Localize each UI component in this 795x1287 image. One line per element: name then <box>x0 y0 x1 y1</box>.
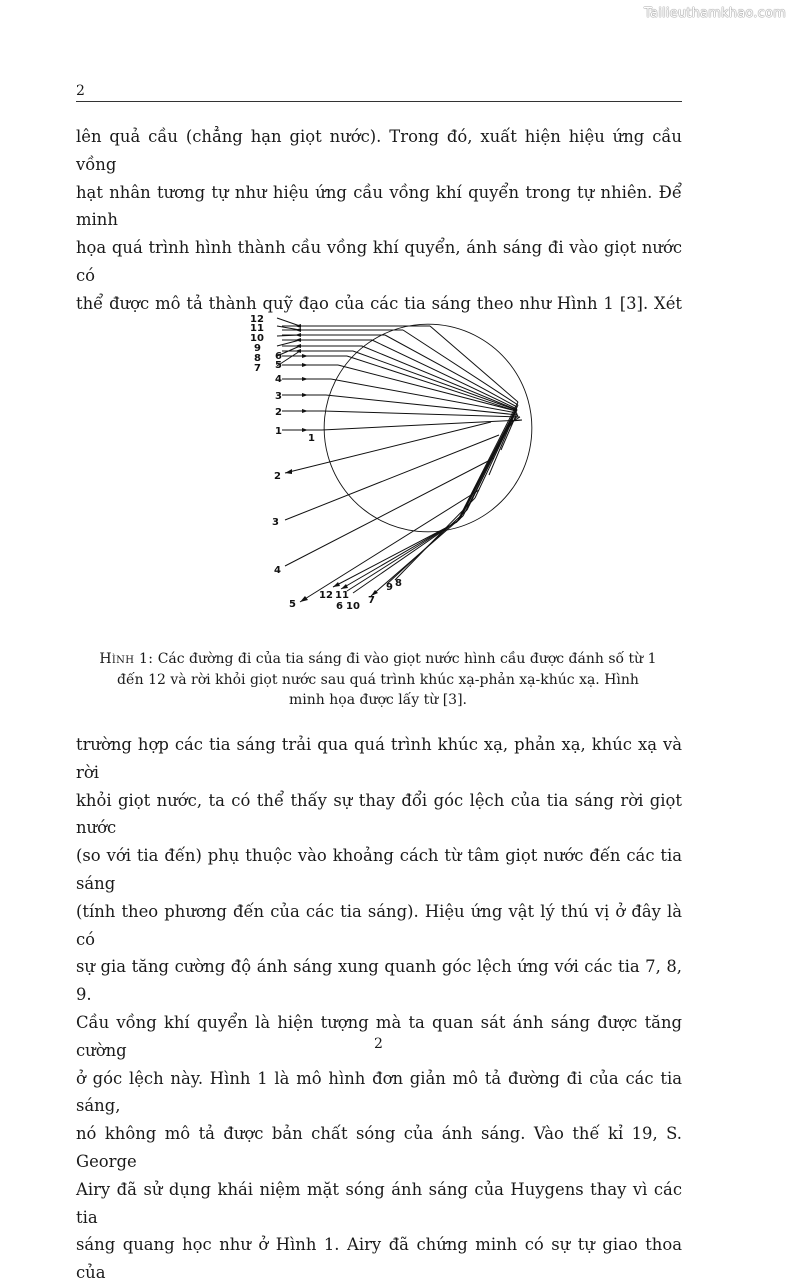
label-out-4: 4 <box>274 565 281 576</box>
paragraph-line: họa quá trình hình thành cầu vồng khí quyển, ánh sáng đi vào giọt nước có <box>76 238 682 285</box>
label-in-12: 12 <box>250 314 264 325</box>
figure-caption <box>98 649 658 711</box>
label-in-6: 6 <box>275 351 282 362</box>
paragraph-line: (tính theo phương đến của các tia sáng). Hiệu ứng vật lý thú vị ở đây là có <box>76 901 682 949</box>
paragraph-line: Cầu vồng khí quyển là hiện tượng mà ta quan sát ánh sáng được tăng cường <box>76 1012 682 1060</box>
ray-lines <box>277 318 532 602</box>
paragraph-line: ở góc lệch này. Hình 1 là mô hình đơn giản mô tả đường đi của các tia sáng, <box>76 1068 682 1116</box>
paragraph-line: (so với tia đến) phụ thuộc vào khoảng cách từ tâm giọt nước đến các tia sáng <box>76 846 682 893</box>
paragraph-line: trường hợp các tia sáng trải qua quá trình khúc xạ, phản xạ, khúc xạ và rời <box>76 735 682 782</box>
paragraph-line: thể được mô tả thành quỹ đạo của các tia sáng theo như Hình 1 [3]. Xét <box>76 293 682 313</box>
paragraph-line: khỏi giọt nước, ta có thể thấy sự thay đổi góc lệch của tia sáng rời giọt nước <box>76 790 682 838</box>
paragraph-line: sự gia tăng cường độ ánh sáng xung quanh góc lệch ứng với các tia 7, 8, 9. <box>76 957 682 1005</box>
label-out-6: 6 <box>336 601 343 612</box>
label-in-10: 10 <box>250 333 264 344</box>
label-out-12: 12 <box>319 590 333 601</box>
outgoing-ray-8 <box>395 498 475 580</box>
label-out-2: 2 <box>274 471 281 482</box>
figure-raindrop-rays <box>245 310 535 615</box>
label-in-8: 8 <box>254 353 261 364</box>
arrowheads <box>285 324 378 602</box>
label-out-11: 11 <box>335 590 349 601</box>
label-inner-1: 1 <box>308 433 315 444</box>
label-in-7: 7 <box>254 363 261 374</box>
footer-page-number: 2 <box>374 1036 383 1052</box>
label-out-8: 8 <box>395 578 402 589</box>
caption-prefix: Hình 1: <box>99 651 154 667</box>
label-out-3: 3 <box>272 517 279 528</box>
outgoing-ray-6 <box>347 520 459 591</box>
figure-diagram <box>245 310 535 615</box>
paragraph-1 <box>76 123 682 318</box>
label-out-9: 9 <box>386 582 393 593</box>
label-in-4: 4 <box>275 374 282 385</box>
label-in-9: 9 <box>254 343 261 354</box>
paragraph-2 <box>76 731 682 1287</box>
caption-text: Các đường đi của tia sáng đi vào giọt nước hình cầu được đánh số từ 1 đến 12 và rời khỏi giọt nước sau quá trình khúc xạ-phản xạ-khúc xạ. Hình minh họa được lấy từ [3]. <box>117 651 657 708</box>
paragraph-line: lên quả cầu (chẳng hạn giọt nước). Trong đó, xuất hiện hiệu ứng cầu vồng <box>76 127 682 174</box>
label-in-3: 3 <box>275 391 282 402</box>
header-rule <box>76 101 682 102</box>
paragraph-line: hạt nhân tương tự như hiệu ứng cầu vồng khí quyển trong tự nhiên. Để minh <box>76 182 682 230</box>
label-out-10: 10 <box>346 601 360 612</box>
label-in-2: 2 <box>275 407 282 418</box>
header-page-number: 2 <box>76 83 85 99</box>
paragraph-line: Airy đã sử dụng khái niệm mặt sóng ánh sáng của Huygens thay vì các tia <box>76 1179 682 1227</box>
label-in-11: 11 <box>250 323 264 334</box>
label-in-5: 5 <box>275 360 282 371</box>
watermark: Tailieuthamkhao.com <box>644 6 786 21</box>
label-out-5: 5 <box>289 599 296 610</box>
label-out-7: 7 <box>368 595 375 606</box>
paragraph-line: nó không mô tả được bản chất sóng của ánh sáng. Vào thế kỉ 19, S. George <box>76 1124 682 1171</box>
label-in-1: 1 <box>275 426 282 437</box>
paragraph-line: sáng quang học như ở Hình 1. Airy đã chứng minh có sự tự giao thoa của <box>76 1235 682 1283</box>
